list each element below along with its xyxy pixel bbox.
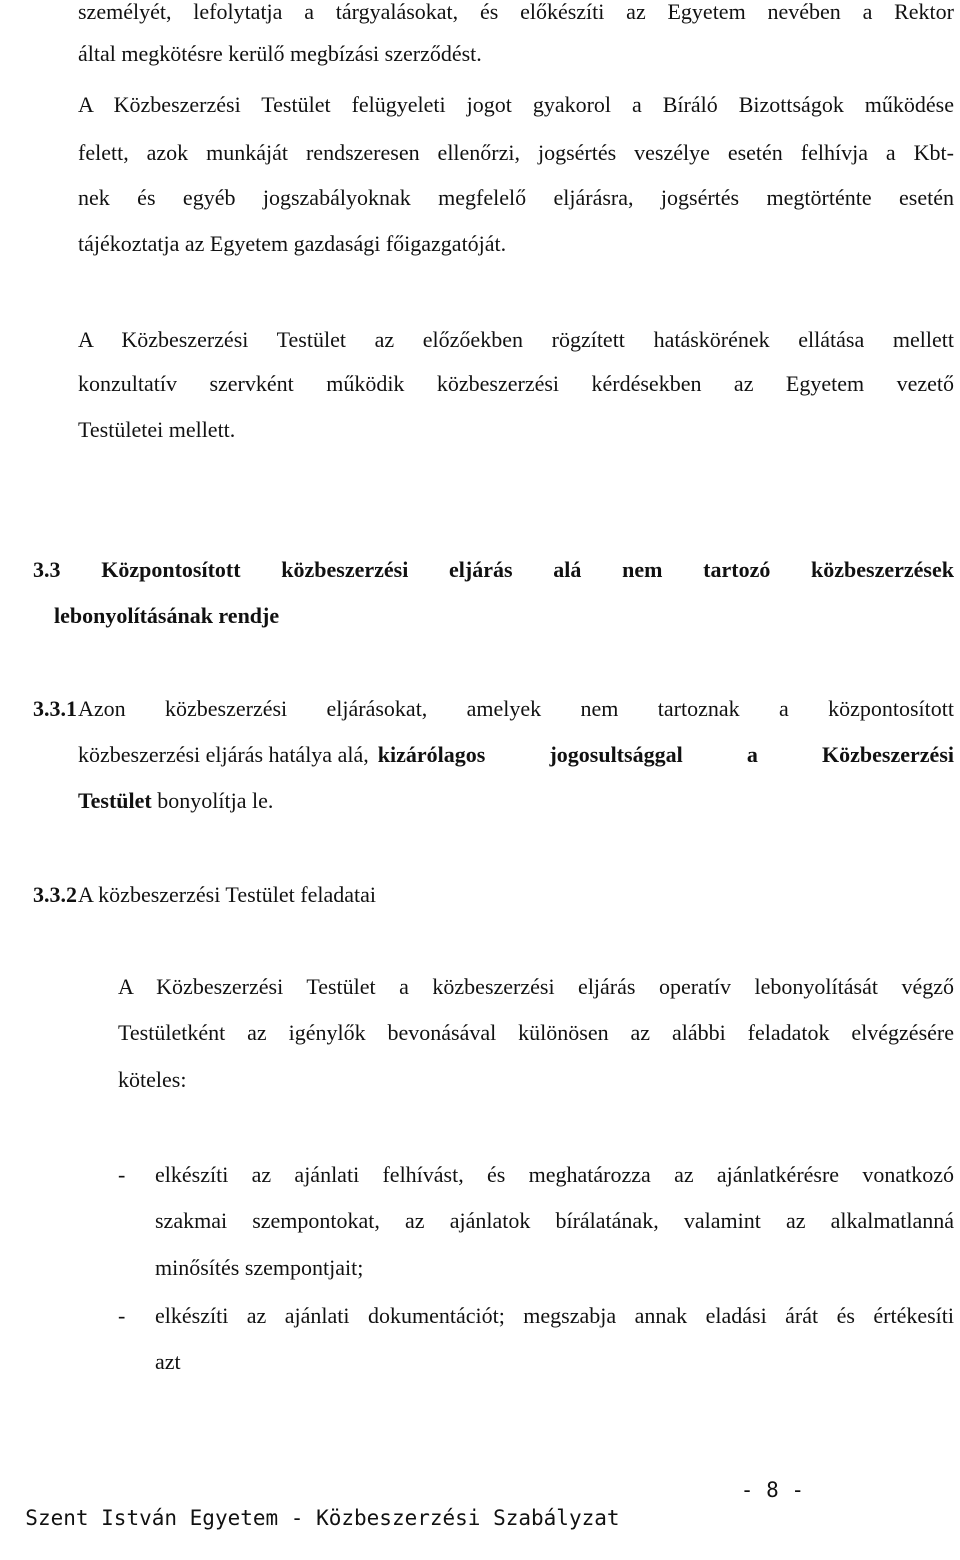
text-line: felett, azok munkáját rendszeresen ellenőrzi, jogsértés veszélye esetén felhívja a Kbt-: [78, 140, 954, 165]
text-line: Testületei mellett.: [78, 417, 236, 442]
section-number: 3.3.1: [33, 696, 77, 721]
text-line: által megkötésre kerülő megbízási szerződést.: [78, 41, 482, 66]
bullet-dash: -: [118, 1162, 126, 1187]
text-line: [78, 787, 273, 815]
footer-title: Szent István Egyetem - Közbeszerzési Szabályzat: [25, 1506, 620, 1530]
text-line: minősítés szempontjait;: [155, 1255, 364, 1280]
page-footer: [0, 1476, 804, 1560]
text-line: elkészíti az ajánlati dokumentációt; megszabja annak eladási árát és értékesíti: [155, 1303, 954, 1328]
text-line: tájékoztatja az Egyetem gazdasági főigazgatóját.: [78, 231, 507, 256]
text-line: A Közbeszerzési Testület a közbeszerzési eljárás operatív lebonyolítását végző: [118, 974, 954, 999]
page-number: - 8 -: [740, 1478, 804, 1502]
section-number: 3.3.2: [33, 882, 77, 907]
text-line: szakmai szempontokat, az ajánlatok bírálatának, valamint az alkalmatlanná: [155, 1208, 954, 1233]
text-line: Testületként az igénylők bevonásával különösen az alábbi feladatok elvégzésére: [118, 1020, 954, 1045]
text-line: konzultatív szervként működik közbeszerzési kérdésekben az Egyetem vezető: [78, 371, 954, 396]
text-bold: Testület: [78, 788, 152, 813]
text-line: A Közbeszerzési Testület felügyeleti jogot gyakorol a Bíráló Bizottságok működése: [78, 92, 954, 117]
text-line: [78, 741, 954, 769]
text-line: A Közbeszerzési Testület az előzőekben rögzített hatáskörének ellátása mellett: [78, 327, 954, 352]
section-heading-line: lebonyolításának rendje: [54, 603, 280, 628]
text-line: személyét, lefolytatja a tárgyalásokat, és előkészíti az Egyetem nevében a Rektor: [78, 0, 954, 24]
text-line: azt: [155, 1349, 181, 1374]
section-title: A közbeszerzési Testület feladatai: [78, 882, 376, 907]
text-plain: bonyolítja le.: [157, 788, 274, 813]
text-line: elkészíti az ajánlati felhívást, és meghatározza az ajánlatkérésre vonatkozó: [155, 1162, 954, 1187]
section-heading-line: 3.3 Központosított közbeszerzési eljárás alá nem tartozó közbeszerzések: [33, 557, 954, 582]
bullet-dash: -: [118, 1303, 126, 1328]
text-line: köteles:: [118, 1067, 187, 1092]
text-bold: kizárólagos jogosultsággal a Közbeszerzési: [377, 742, 954, 767]
text-plain: közbeszerzési eljárás hatálya alá,: [78, 742, 369, 767]
text-line: nek és egyéb jogszabályoknak megfelelő eljárásra, jogsértés megtörténte esetén: [78, 185, 954, 210]
text-line: Azon közbeszerzési eljárásokat, amelyek nem tartoznak a központosított: [78, 696, 954, 721]
